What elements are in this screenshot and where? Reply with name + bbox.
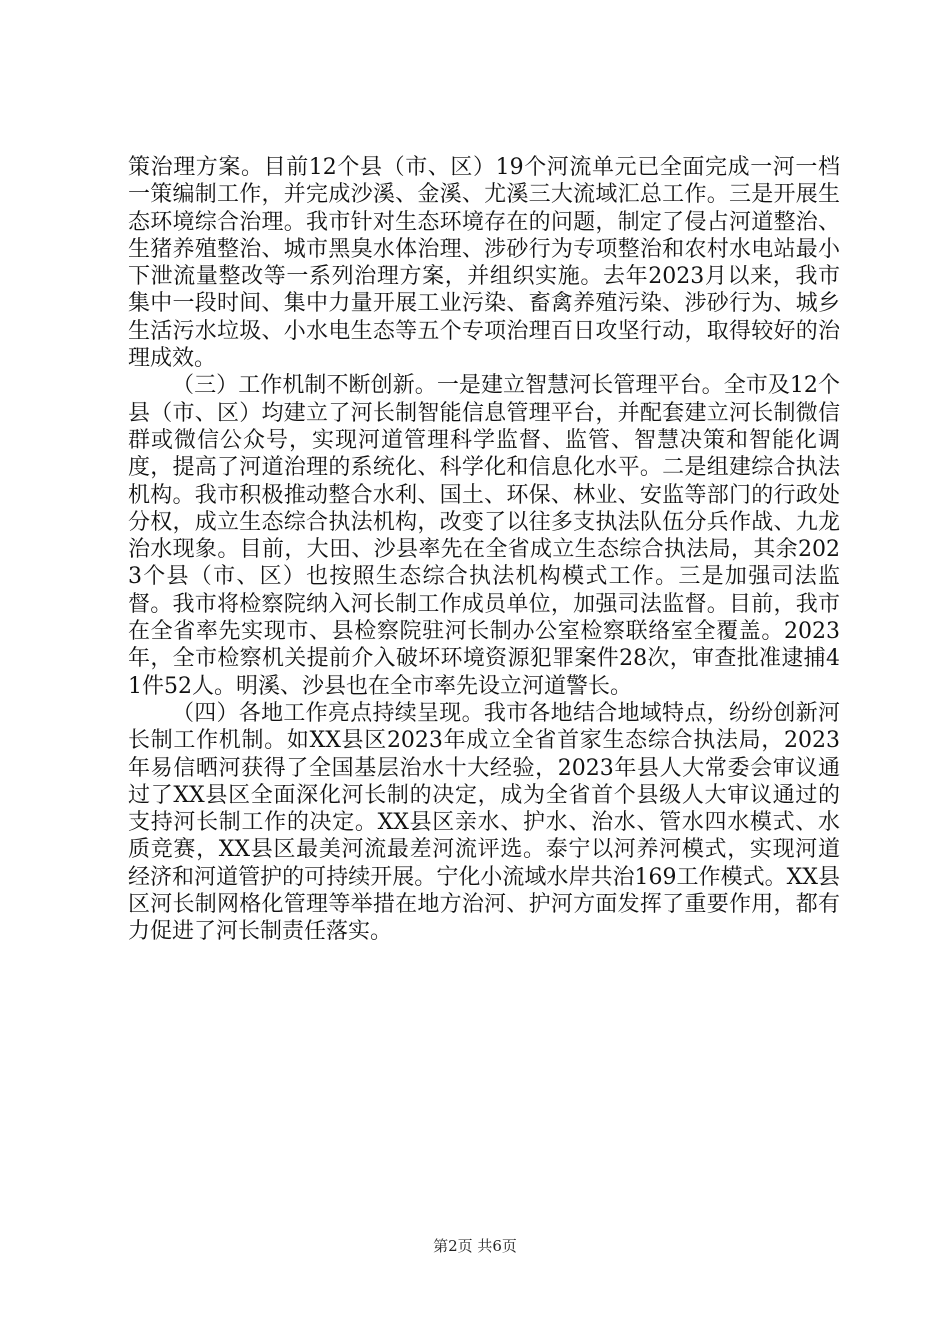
paragraph-local-highlights: （四）各地工作亮点持续呈现。我市各地结合地域特点，纷纷创新河长制工作机制。如XX县区2023年成立全省首家生态综合执法局，2023年易信晒河获得了全国基层治水十大经验，2023年县人大常委会审议通过了XX县区全面深化河长制的决定，成为全省首个县级人大审议通过的支持河长制工作的决定。XX县区亲水、护水、治水、管水四水模式、水质竞赛，XX县区最美河流最差河流评选。泰宁以河养河模式，实现河道经济和河道管护的可持续开展。宁化小流域水岸共治169工作模式。XX县区河长制网格化管理等举措在地方治河、护河方面发挥了重要作用，都有力促进了河长制责任落实。 xyxy=(128,700,840,945)
page-number-footer: 第2页 共6页 xyxy=(433,1237,517,1255)
body-text xyxy=(128,154,840,946)
paragraph-work-mechanism: （三）工作机制不断创新。一是建立智慧河长管理平台。全市及12个县（市、区）均建立了河长制智能信息管理平台，并配套建立河长制微信群或微信公众号，实现河道管理科学监督、监管、智慧决策和智能化调度，提高了河道治理的系统化、科学化和信息化水平。二是组建综合执法机构。我市积极推动整合水利、国土、环保、林业、安监等部门的行政处分权，成立生态综合执法机构，改变了以往多支执法队伍分兵作战、九龙治水现象。目前，大田、沙县率先在全省成立生态综合执法局，其余2023个县（市、区）也按照生态综合执法机构模式工作。三是加强司法监督。我市将检察院纳入河长制工作成员单位，加强司法监督。目前，我市在全省率先实现市、县检察院驻河长制办公室检察联络室全覆盖。2023年，全市检察机关提前介入破坏环境资源犯罪案件28次，审查批准逮捕41件52人。明溪、沙县也在全市率先设立河道警长。 xyxy=(128,373,840,699)
paragraph-continuation: 策治理方案。目前12个县（市、区）19个河流单元已全面完成一河一档一策编制工作，并完成沙溪、金溪、尤溪三大流域汇总工作。三是开展生态环境综合治理。我市针对生态环境存在的问题，制定了侵占河道整治、生猪养殖整治、城市黑臭水体治理、涉砂行为专项整治和农村水电站最小下泄流量整改等一系列治理方案，并组织实施。去年2023月以来，我市集中一段时间、集中力量开展工业污染、畜禽养殖污染、涉砂行为、城乡生活污水垃圾、小水电生态等五个专项治理百日攻坚行动，取得较好的治理成效。 xyxy=(128,155,840,372)
